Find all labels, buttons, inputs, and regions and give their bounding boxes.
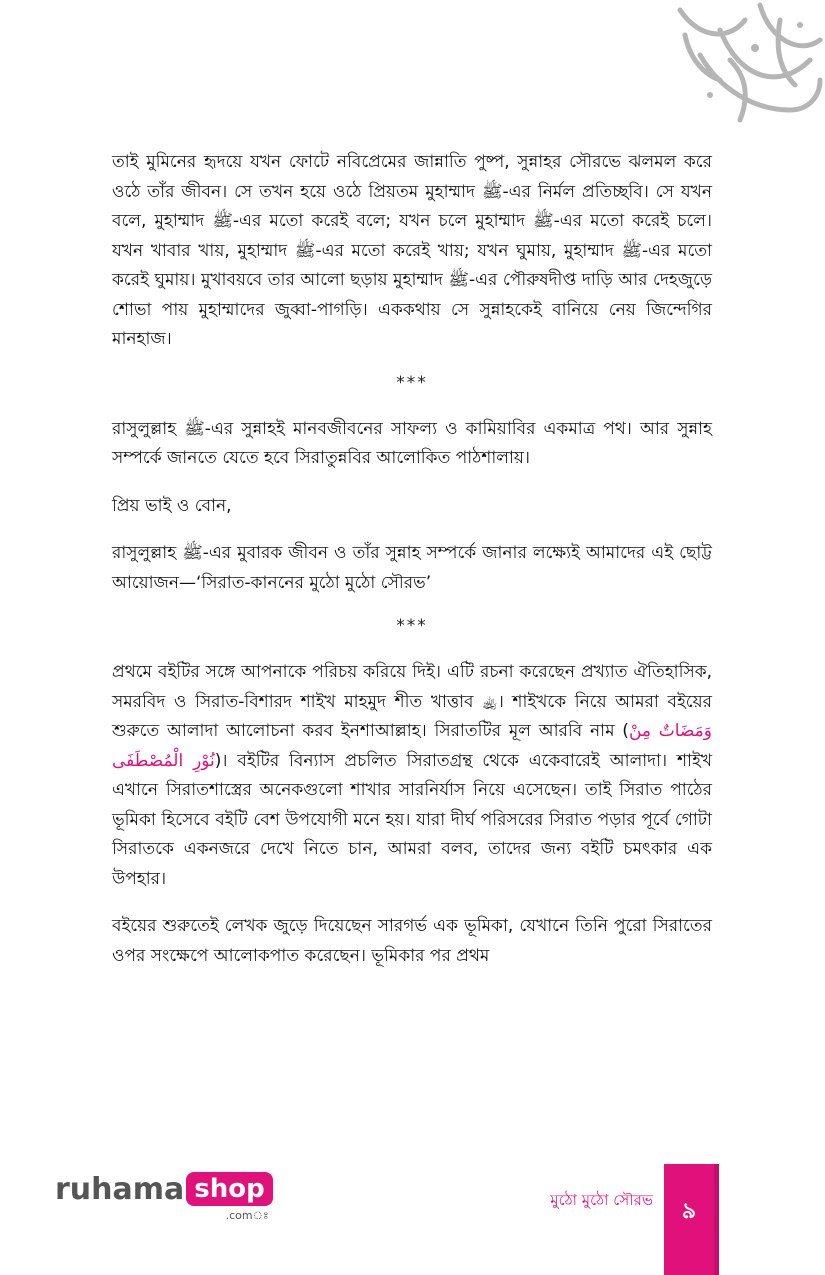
logo-shop-badge (186, 1172, 272, 1222)
logo-domain: .comঃ (225, 1209, 269, 1222)
paragraph-5 (112, 658, 712, 894)
logo-text-main: ruhama (55, 1172, 185, 1207)
calligraphy-ornament (660, 0, 825, 135)
logo-text-shop: shop (186, 1172, 272, 1206)
paragraph-2: রাসুলুল্লাহ ﷺ-এর সুন্নাহই মানবজীবনের সাফল্য ও কামিয়াবির একমাত্র পথ। আর সুন্নাহ সম্পর্কে জানতে যেতে হবে সিরাতুন্নবির আলোকিত পাঠশালায়। (112, 418, 712, 468)
page-body (112, 148, 712, 989)
section-separator: *** (396, 616, 428, 636)
paragraph-5-text: প্রথমে বইটির সঙ্গে আপনাকে পরিচয় করিয়ে দিই। এটি রচনা করেছেন প্রখ্যাত ঐতিহাসিক, সমরবিদ ও সিরাত-বিশারদ শাইখ মাহমুদ শীত খাত্তাব ﵀। শাইখকে নিয়ে আমরা বইয়ের শুরুতে আলাদা আলোচনা করব ইনশাআল্লাহ। সিরাতটির মূল আরবি নাম ( (112, 662, 712, 741)
arabic-book-title: وَمَضَاتٌ مِنْ نُوْرِ الْمُصْطَفَى (112, 721, 712, 771)
running-footer-title: মুঠো মুঠো সৌরভ (550, 1191, 653, 1209)
page-number-tab (664, 1164, 714, 1275)
paragraph-5-rest: )। বইটির বিন্যাস প্রচলিত সিরাতগ্রন্থ থেকে একেবারেই আলাদা। শাইখ এখানে সিরাতশাস্ত্রের অনেকগুলো শাখার সারনির্যাস নিয়ে এসেছেন। তাই সিরাত পাঠের ভূমিকা হিসেবে বইটি বেশ উপযোগী মনে হয়। যারা দীর্ঘ পরিসরের সিরাত পড়ার পূর্বে গোটা সিরাতকে একনজরে দেখে নিতে চান, আমরা বলব, তাদের জন্য বইটি চমৎকার এক উপহার। (112, 750, 712, 889)
paragraph-6: বইয়ের শুরুতেই লেখক জুড়ে দিয়েছেন সারগর্ভ এক ভূমিকা, যেখানে তিনি পুরো সিরাতের ওপর সংক্ষেপে আলোকপাত করেছেন। ভূমিকার পর প্রথম (112, 916, 712, 966)
section-separator: *** (396, 372, 428, 393)
paragraph-3: প্রিয় ভাই ও বোন, (112, 495, 232, 516)
paragraph-4: রাসুলুল্লাহ ﷺ-এর মুবারক জীবন ও তাঁর সুন্নাহ সম্পর্কে জানার লক্ষ্যেই আমাদের এই ছোট্ট আয়োজন—‘সিরাত-কাননের মুঠো মুঠো সৌরভ’ (112, 543, 712, 593)
page-tab-shadow (714, 1164, 719, 1275)
publisher-logo (55, 1172, 273, 1220)
page-number: ৯ (681, 1199, 697, 1224)
paragraph-1: তাই মুমিনের হৃদয়ে যখন ফোটে নবিপ্রেমের জান্নাতি পুষ্প, সুন্নাহর সৌরভে ঝলমল করে ওঠে তাঁর জীবন। সে তখন হয়ে ওঠে প্রিয়তম মুহাম্মাদ ﷺ-এর নির্মল প্রতিচ্ছবি। সে যখন বলে, মুহাম্মাদ ﷺ-এর মতো করেই বলে; যখন চলে মুহাম্মাদ ﷺ-এর মতো করেই চলে। যখন খাবার খায়, মুহাম্মাদ ﷺ-এর মতো করেই খায়; যখন ঘুমায়, মুহাম্মাদ ﷺ-এর মতো করেই ঘুমায়। মুখাবয়বে তার আলো ছড়ায় মুহাম্মাদ ﷺ-এর পৌরুষদীপ্ত দাড়ি আর দেহজুড়ে শোভা পায় মুহাম্মাদের জুব্বা-পাগড়ি। এককথায় সে সুন্নাহকেই বানিয়ে নেয় জিন্দেগির মানহাজ। (112, 152, 712, 349)
